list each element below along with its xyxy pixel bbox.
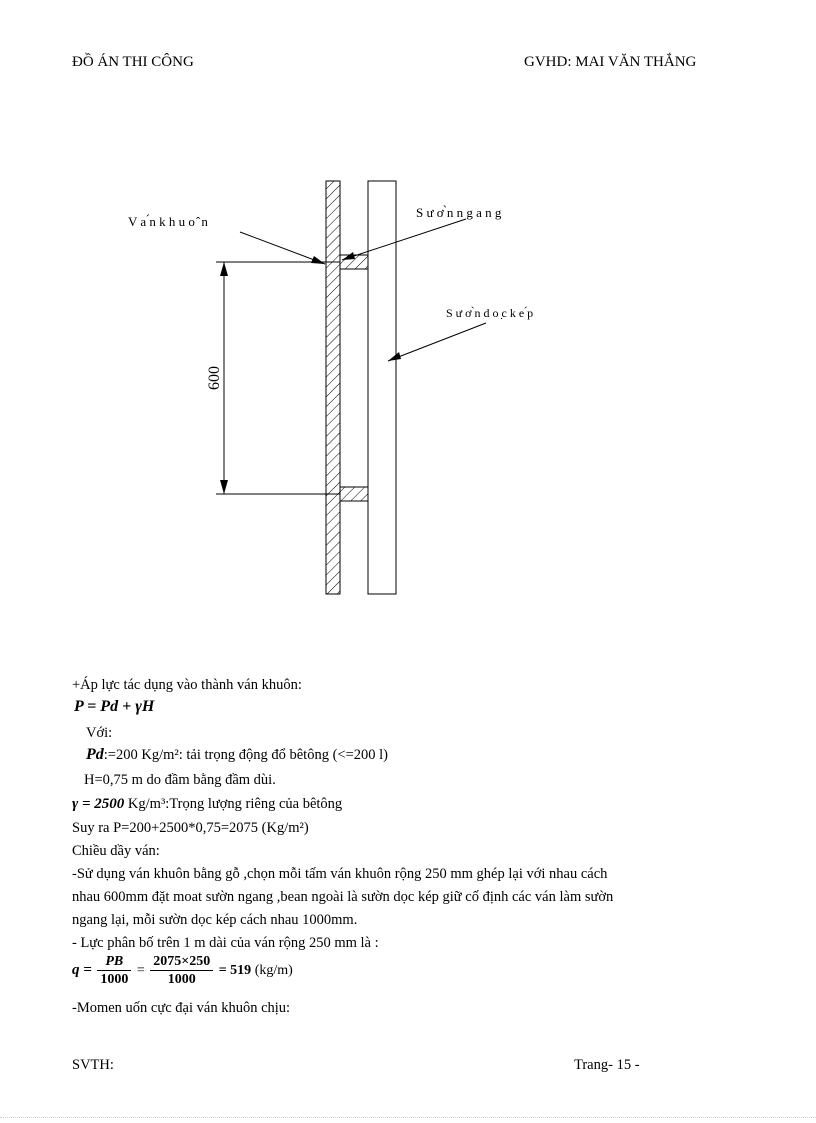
fraction-values-num: 2075×250 bbox=[150, 953, 213, 971]
label-suon-ngang: S ư ơ ̀n n g a n g bbox=[416, 205, 502, 220]
text-para3: ngang lại, mỗi sườn dọc kép cách nhau 1000mm. bbox=[72, 912, 358, 928]
footer-page-number: Trang- 15 - bbox=[574, 1057, 640, 1073]
dimension-text: 600 bbox=[206, 366, 223, 390]
label-suon-doc-kep: S ư ơ ̀n d o ̣c k e ́p bbox=[446, 306, 534, 320]
text-para1: -Sử dụng ván khuôn bằng gỗ ,chọn mỗi tấm ván khuôn rộng 250 mm ghép lại với nhau cách bbox=[72, 866, 608, 882]
header-right: GVHD: MAI VĂN THẮNG bbox=[524, 54, 697, 70]
horizontal-rib-bottom bbox=[340, 487, 368, 501]
label-van-khuon: V a ́n k h u o ̂ n bbox=[128, 214, 208, 229]
fraction-values bbox=[150, 953, 213, 988]
q-result: = 519 bbox=[218, 963, 252, 978]
text-pd-line bbox=[86, 746, 388, 764]
text-para2: nhau 600mm đặt moat sườn ngang ,bean ngoài là sườn dọc kép giữ cố định các ván làm sườn bbox=[72, 889, 614, 905]
page-bottom-border bbox=[0, 1117, 816, 1118]
gamma-symbol: γ = 2500 bbox=[72, 796, 125, 812]
fraction-pb-den: 1000 bbox=[100, 972, 129, 988]
vertical-rib bbox=[368, 181, 396, 594]
formula-p: P = Pd + γH bbox=[74, 698, 155, 715]
q-symbol: q = bbox=[72, 962, 92, 978]
pd-symbol: Pd bbox=[86, 746, 104, 763]
pd-text: :=200 Kg/m²: tải trọng động đổ bêtông (<=200 l) bbox=[103, 747, 388, 763]
formula-q bbox=[72, 952, 293, 989]
text-chieu-day: Chiều dầy ván: bbox=[72, 843, 160, 859]
formwork-board bbox=[326, 181, 340, 594]
fraction-values-den: 1000 bbox=[167, 972, 196, 988]
fraction-pb-num: PB bbox=[97, 953, 131, 971]
text-line1: +Áp lực tác dụng vào thành ván khuôn: bbox=[72, 677, 302, 693]
text-voi: Với: bbox=[86, 725, 113, 741]
gamma-text: Kg/m³:Trọng lượng riêng của bêtông bbox=[124, 796, 343, 812]
footer-left: SVTH: bbox=[72, 1057, 114, 1073]
fraction-pb bbox=[97, 953, 131, 988]
text-luc-phan-bo: - Lực phân bố trên 1 m dài của ván rộng 250 mm là : bbox=[72, 935, 379, 951]
header-left: ĐỒ ÁN THI CÔNG bbox=[72, 54, 194, 70]
text-suy-ra: Suy ra P=200+2500*0,75=2075 (Kg/m²) bbox=[72, 820, 309, 836]
q-unit: (kg/m) bbox=[251, 963, 293, 978]
text-momen: -Momen uốn cực đại ván khuôn chịu: bbox=[72, 1000, 291, 1016]
text-gamma-line bbox=[72, 796, 342, 813]
q-equals: = bbox=[136, 963, 145, 978]
text-h-line: H=0,75 m do đầm bằng đầm dùi. bbox=[84, 772, 276, 788]
